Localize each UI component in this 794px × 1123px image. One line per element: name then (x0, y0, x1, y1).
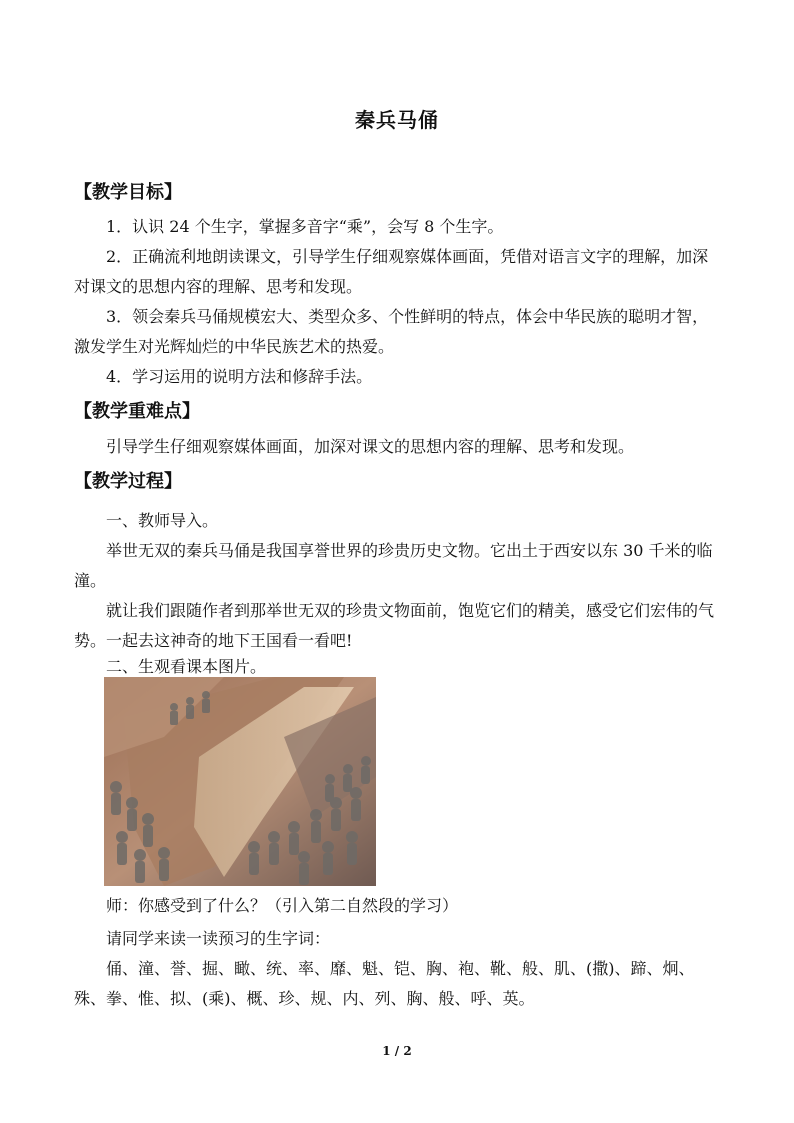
goal-item-3: 3．领会秦兵马俑规模宏大、类型众多、个性鲜明的特点，体会中华民族的聪明才智，激发学生对光辉灿烂的中华民族艺术的热爱。 (74, 307, 709, 356)
teacher-question: 师：你感受到了什么？（引入第二自然段的学习） (106, 896, 459, 915)
goals-heading: 【教学目标】 (74, 182, 182, 203)
process-intro-paragraph: 举世无双的秦兵马俑是我国享誉世界的珍贵历史文物。它出土于西安以东 30 千米的临潼。 (74, 541, 713, 590)
goal-item-1: 1．认识 24 个生字，掌握多音字“乘”，会写 8 个生字。 (106, 217, 504, 236)
terracotta-warriors-photo (104, 677, 376, 886)
difficulty-heading: 【教学重难点】 (74, 401, 200, 422)
process-step-1: 一、教师导入。 (106, 511, 219, 530)
page-number: 1 / 2 (382, 1044, 412, 1058)
goal-item-4: 4．学习运用的说明方法和修辞手法。 (106, 367, 373, 386)
process-step-2: 二、生观看课本图片。 (106, 657, 267, 676)
goal-item-2: 2．正确流利地朗读课文，引导学生仔细观察媒体画面，凭借对语言文字的理解，加深对课文的思想内容的理解、思考和发现。 (74, 247, 709, 296)
difficulty-text: 引导学生仔细观察媒体画面，加深对课文的思想内容的理解、思考和发现。 (106, 437, 635, 456)
process-heading: 【教学过程】 (74, 471, 182, 492)
vocab-list: 俑、潼、誉、掘、瞰、统、率、靡、魁、铠、胸、袍、靴、般、肌、(撒)、蹄、炯、殊、拳、惟、拟、(乘)、概、珍、规、内、列、胸、般、呼、英。 (74, 959, 695, 1008)
vocab-prompt: 请同学来读一读预习的生字词： (106, 929, 331, 948)
page-title: 秦兵马俑 (355, 108, 439, 132)
process-follow-paragraph: 就让我们跟随作者到那举世无双的珍贵文物面前，饱览它们的精美，感受它们宏伟的气势。一起去这神奇的地下王国看一看吧! (74, 601, 715, 650)
